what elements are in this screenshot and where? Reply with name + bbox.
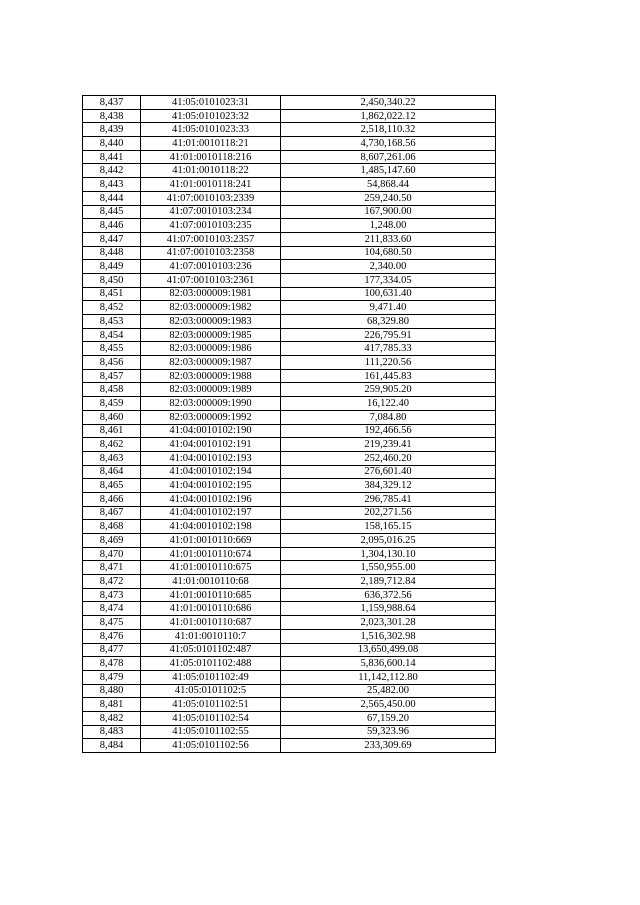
table-row xyxy=(83,670,496,684)
value-cell: 59,323.96 xyxy=(281,725,496,739)
cadastral-number-cell: 82:03:000009:1989 xyxy=(141,383,281,397)
row-number-cell: 8,475 xyxy=(83,616,141,630)
value-cell: 100,631.40 xyxy=(281,287,496,301)
value-cell: 1,159,988.64 xyxy=(281,602,496,616)
table-row xyxy=(83,287,496,301)
row-number-cell: 8,471 xyxy=(83,561,141,575)
cadastral-number-cell: 41:07:0010103:2361 xyxy=(141,273,281,287)
cadastral-number-cell: 41:05:0101023:32 xyxy=(141,109,281,123)
value-cell: 276,601.40 xyxy=(281,465,496,479)
cadastral-number-cell: 41:05:0101102:55 xyxy=(141,725,281,739)
cadastral-number-cell: 41:04:0010102:190 xyxy=(141,424,281,438)
cadastral-number-cell: 82:03:000009:1987 xyxy=(141,356,281,370)
value-cell: 226,795.91 xyxy=(281,328,496,342)
value-cell: 68,329.80 xyxy=(281,315,496,329)
value-cell: 1,862,022.12 xyxy=(281,109,496,123)
value-cell: 9,471.40 xyxy=(281,301,496,315)
value-cell: 1,516,302.98 xyxy=(281,629,496,643)
table-row xyxy=(83,739,496,753)
table-row xyxy=(83,492,496,506)
cadastral-number-cell: 41:05:0101102:54 xyxy=(141,711,281,725)
table-row xyxy=(83,534,496,548)
cadastral-number-cell: 41:01:0010110:675 xyxy=(141,561,281,575)
value-cell: 2,450,340.22 xyxy=(281,96,496,110)
table-row xyxy=(83,506,496,520)
cadastral-number-cell: 41:07:0010103:2357 xyxy=(141,232,281,246)
table-row xyxy=(83,150,496,164)
value-cell: 11,142,112.80 xyxy=(281,670,496,684)
cadastral-number-cell: 82:03:000009:1985 xyxy=(141,328,281,342)
cadastral-number-cell: 41:01:0010118:241 xyxy=(141,178,281,192)
cadastral-number-cell: 41:01:0010110:685 xyxy=(141,588,281,602)
cadastral-number-cell: 82:03:000009:1981 xyxy=(141,287,281,301)
table-row xyxy=(83,137,496,151)
row-number-cell: 8,474 xyxy=(83,602,141,616)
table-row xyxy=(83,356,496,370)
row-number-cell: 8,463 xyxy=(83,451,141,465)
value-cell: 161,445.83 xyxy=(281,369,496,383)
cadastral-number-cell: 41:04:0010102:197 xyxy=(141,506,281,520)
value-cell: 233,309.69 xyxy=(281,739,496,753)
value-cell: 252,460.20 xyxy=(281,451,496,465)
table-row xyxy=(83,369,496,383)
cadastral-number-cell: 41:04:0010102:191 xyxy=(141,438,281,452)
cadastral-number-cell: 41:01:0010110:686 xyxy=(141,602,281,616)
value-cell: 211,833.60 xyxy=(281,232,496,246)
value-cell: 111,220.56 xyxy=(281,356,496,370)
row-number-cell: 8,438 xyxy=(83,109,141,123)
row-number-cell: 8,444 xyxy=(83,191,141,205)
value-cell: 25,482.00 xyxy=(281,684,496,698)
cadastral-number-cell: 41:01:0010118:22 xyxy=(141,164,281,178)
row-number-cell: 8,483 xyxy=(83,725,141,739)
row-number-cell: 8,470 xyxy=(83,547,141,561)
value-cell: 5,836,600.14 xyxy=(281,657,496,671)
row-number-cell: 8,450 xyxy=(83,273,141,287)
cadastral-number-cell: 41:01:0010118:21 xyxy=(141,137,281,151)
row-number-cell: 8,442 xyxy=(83,164,141,178)
value-cell: 2,565,450.00 xyxy=(281,698,496,712)
cadastral-number-cell: 82:03:000009:1992 xyxy=(141,410,281,424)
value-cell: 13,650,499.08 xyxy=(281,643,496,657)
row-number-cell: 8,476 xyxy=(83,629,141,643)
value-cell: 104,680.50 xyxy=(281,246,496,260)
table-row xyxy=(83,438,496,452)
table-body xyxy=(83,96,496,753)
table-row xyxy=(83,520,496,534)
row-number-cell: 8,457 xyxy=(83,369,141,383)
cadastral-number-cell: 41:05:0101102:51 xyxy=(141,698,281,712)
value-cell: 54,868.44 xyxy=(281,178,496,192)
row-number-cell: 8,443 xyxy=(83,178,141,192)
row-number-cell: 8,460 xyxy=(83,410,141,424)
value-cell: 2,518,110.32 xyxy=(281,123,496,137)
table-row xyxy=(83,547,496,561)
value-cell: 7,084.80 xyxy=(281,410,496,424)
cadastral-number-cell: 82:03:000009:1982 xyxy=(141,301,281,315)
table-row xyxy=(83,657,496,671)
cadastral-number-cell: 41:05:0101102:5 xyxy=(141,684,281,698)
row-number-cell: 8,449 xyxy=(83,260,141,274)
cadastral-number-cell: 41:05:0101023:33 xyxy=(141,123,281,137)
cadastral-number-cell: 41:01:0010110:687 xyxy=(141,616,281,630)
row-number-cell: 8,455 xyxy=(83,342,141,356)
table-row xyxy=(83,424,496,438)
row-number-cell: 8,439 xyxy=(83,123,141,137)
table-row xyxy=(83,479,496,493)
table-row xyxy=(83,616,496,630)
table-row xyxy=(83,164,496,178)
row-number-cell: 8,461 xyxy=(83,424,141,438)
table-row xyxy=(83,410,496,424)
value-cell: 1,485,147.60 xyxy=(281,164,496,178)
row-number-cell: 8,445 xyxy=(83,205,141,219)
value-cell: 636,372.56 xyxy=(281,588,496,602)
value-cell: 259,240.50 xyxy=(281,191,496,205)
table-row xyxy=(83,246,496,260)
value-cell: 67,159.20 xyxy=(281,711,496,725)
cadastral-number-cell: 41:01:0010118:216 xyxy=(141,150,281,164)
row-number-cell: 8,484 xyxy=(83,739,141,753)
value-cell: 167,900.00 xyxy=(281,205,496,219)
table-row xyxy=(83,698,496,712)
cadastral-number-cell: 41:04:0010102:193 xyxy=(141,451,281,465)
table-row xyxy=(83,315,496,329)
table-row xyxy=(83,629,496,643)
row-number-cell: 8,465 xyxy=(83,479,141,493)
cadastral-number-cell: 41:05:0101102:487 xyxy=(141,643,281,657)
row-number-cell: 8,464 xyxy=(83,465,141,479)
row-number-cell: 8,467 xyxy=(83,506,141,520)
cadastral-number-cell: 82:03:000009:1990 xyxy=(141,397,281,411)
cadastral-number-cell: 41:07:0010103:234 xyxy=(141,205,281,219)
table-row xyxy=(83,178,496,192)
row-number-cell: 8,458 xyxy=(83,383,141,397)
row-number-cell: 8,472 xyxy=(83,575,141,589)
cadastral-number-cell: 41:04:0010102:195 xyxy=(141,479,281,493)
row-number-cell: 8,462 xyxy=(83,438,141,452)
value-cell: 1,304,130.10 xyxy=(281,547,496,561)
table-row xyxy=(83,465,496,479)
table-row xyxy=(83,725,496,739)
row-number-cell: 8,441 xyxy=(83,150,141,164)
value-cell: 417,785.33 xyxy=(281,342,496,356)
table-row xyxy=(83,711,496,725)
row-number-cell: 8,477 xyxy=(83,643,141,657)
row-number-cell: 8,482 xyxy=(83,711,141,725)
row-number-cell: 8,480 xyxy=(83,684,141,698)
table-row xyxy=(83,643,496,657)
value-cell: 219,239.41 xyxy=(281,438,496,452)
table-row xyxy=(83,260,496,274)
value-cell: 2,340.00 xyxy=(281,260,496,274)
value-cell: 158,165.15 xyxy=(281,520,496,534)
value-cell: 1,248.00 xyxy=(281,219,496,233)
row-number-cell: 8,466 xyxy=(83,492,141,506)
table-row xyxy=(83,561,496,575)
cadastral-number-cell: 82:03:000009:1983 xyxy=(141,315,281,329)
value-cell: 8,607,261.06 xyxy=(281,150,496,164)
cadastral-number-cell: 82:03:000009:1988 xyxy=(141,369,281,383)
row-number-cell: 8,481 xyxy=(83,698,141,712)
table-row xyxy=(83,205,496,219)
row-number-cell: 8,446 xyxy=(83,219,141,233)
row-number-cell: 8,448 xyxy=(83,246,141,260)
value-cell: 16,122.40 xyxy=(281,397,496,411)
row-number-cell: 8,469 xyxy=(83,534,141,548)
cadastral-number-cell: 41:01:0010110:7 xyxy=(141,629,281,643)
table-row xyxy=(83,588,496,602)
table-row xyxy=(83,684,496,698)
cadastral-number-cell: 41:07:0010103:2358 xyxy=(141,246,281,260)
cadastral-number-cell: 41:01:0010110:669 xyxy=(141,534,281,548)
table-row xyxy=(83,232,496,246)
cadastral-number-cell: 41:07:0010103:235 xyxy=(141,219,281,233)
table-row xyxy=(83,219,496,233)
table-row xyxy=(83,109,496,123)
row-number-cell: 8,451 xyxy=(83,287,141,301)
row-number-cell: 8,468 xyxy=(83,520,141,534)
cadastral-number-cell: 41:01:0010110:674 xyxy=(141,547,281,561)
table-row xyxy=(83,123,496,137)
value-cell: 192,466.56 xyxy=(281,424,496,438)
row-number-cell: 8,452 xyxy=(83,301,141,315)
cadastral-number-cell: 41:04:0010102:194 xyxy=(141,465,281,479)
cadastral-number-cell: 41:05:0101102:488 xyxy=(141,657,281,671)
data-table xyxy=(82,95,496,753)
table-row xyxy=(83,383,496,397)
value-cell: 2,189,712.84 xyxy=(281,575,496,589)
value-cell: 4,730,168.56 xyxy=(281,137,496,151)
table-row xyxy=(83,301,496,315)
cadastral-number-cell: 41:01:0010110:68 xyxy=(141,575,281,589)
row-number-cell: 8,453 xyxy=(83,315,141,329)
value-cell: 2,023,301.28 xyxy=(281,616,496,630)
table-row xyxy=(83,342,496,356)
row-number-cell: 8,478 xyxy=(83,657,141,671)
cadastral-number-cell: 41:05:0101102:56 xyxy=(141,739,281,753)
cadastral-number-cell: 41:07:0010103:2339 xyxy=(141,191,281,205)
table-row xyxy=(83,397,496,411)
cadastral-number-cell: 41:05:0101023:31 xyxy=(141,96,281,110)
table-row xyxy=(83,575,496,589)
cadastral-number-cell: 41:04:0010102:196 xyxy=(141,492,281,506)
row-number-cell: 8,440 xyxy=(83,137,141,151)
table-row xyxy=(83,602,496,616)
table-row xyxy=(83,273,496,287)
cadastral-number-cell: 41:04:0010102:198 xyxy=(141,520,281,534)
table-row xyxy=(83,96,496,110)
row-number-cell: 8,473 xyxy=(83,588,141,602)
cadastral-number-cell: 41:05:0101102:49 xyxy=(141,670,281,684)
cadastral-number-cell: 82:03:000009:1986 xyxy=(141,342,281,356)
row-number-cell: 8,459 xyxy=(83,397,141,411)
table-row xyxy=(83,191,496,205)
row-number-cell: 8,454 xyxy=(83,328,141,342)
row-number-cell: 8,456 xyxy=(83,356,141,370)
value-cell: 202,271.56 xyxy=(281,506,496,520)
value-cell: 1,550,955.00 xyxy=(281,561,496,575)
value-cell: 296,785.41 xyxy=(281,492,496,506)
table-row xyxy=(83,328,496,342)
value-cell: 2,095,016.25 xyxy=(281,534,496,548)
value-cell: 177,334.05 xyxy=(281,273,496,287)
cadastral-number-cell: 41:07:0010103:236 xyxy=(141,260,281,274)
table-row xyxy=(83,451,496,465)
row-number-cell: 8,447 xyxy=(83,232,141,246)
value-cell: 259,905.20 xyxy=(281,383,496,397)
row-number-cell: 8,479 xyxy=(83,670,141,684)
value-cell: 384,329.12 xyxy=(281,479,496,493)
row-number-cell: 8,437 xyxy=(83,96,141,110)
